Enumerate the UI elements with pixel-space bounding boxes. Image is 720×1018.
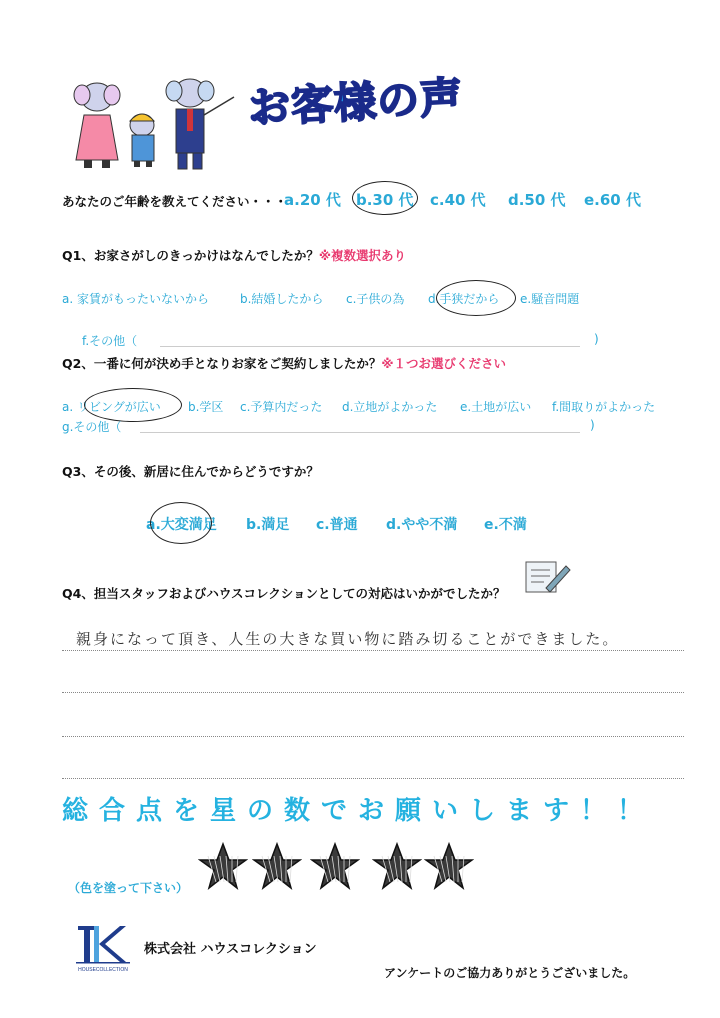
q4-answer[interactable]: 親身になって頂き、人生の大きな買い物に踏み切ることができました。 — [76, 630, 620, 648]
mascot-man — [166, 79, 234, 169]
q1-question — [62, 246, 406, 264]
age-option-c[interactable]: c.40 代 — [430, 191, 486, 209]
rating-heading: 総合点を星の数でお願いします！！ — [62, 796, 655, 826]
mascot-girl — [74, 83, 120, 168]
q3-option-e[interactable]: e.不満 — [484, 517, 527, 533]
age-option-e[interactable]: e.60 代 — [584, 191, 641, 209]
q1-question-text: Q1、お家さがしのきっかけはなんでしたか？ — [62, 248, 319, 263]
star-3[interactable] — [310, 842, 360, 892]
logo-text: HOUSECOLLECTION — [78, 967, 128, 973]
q1-option-e[interactable]: e.騒音問題 — [520, 292, 580, 306]
star-1[interactable] — [198, 842, 248, 892]
age-option-a[interactable]: a.20 代 — [284, 191, 341, 209]
star-2[interactable] — [252, 842, 302, 892]
q1-option-b[interactable]: b.結婚したから — [240, 292, 324, 306]
star-5[interactable] — [424, 842, 474, 892]
q2-option-a[interactable]: a. リビングが広い — [62, 400, 161, 414]
star-4[interactable] — [372, 842, 422, 892]
q1-note: ※複数選択あり — [318, 248, 406, 263]
q2-other-label: g.その他（ — [62, 420, 122, 434]
q2-note: ※１つお選びください — [381, 356, 506, 371]
thanks-message: アンケートのご協力ありがとうございました。 — [384, 966, 636, 980]
answer-line-4 — [62, 778, 684, 779]
q4-question: Q4、担当スタッフおよびハウスコレクションとしての対応はいかがでしたか？ — [62, 586, 506, 601]
q1-other-close: ) — [594, 332, 599, 346]
q1-option-a[interactable]: a. 家賃がもったいないから — [62, 292, 209, 306]
q3-option-b[interactable]: b.満足 — [246, 517, 290, 533]
q3-option-a[interactable]: a.大変満足 — [146, 517, 217, 533]
memo-pencil-icon — [522, 558, 572, 596]
age-option-b[interactable]: b.30 代 — [356, 191, 414, 209]
answer-line-3 — [62, 736, 684, 737]
q1-other-label: f.その他（ — [82, 334, 138, 348]
answer-line-2 — [62, 692, 684, 693]
q2-option-e[interactable]: e.土地が広い — [460, 400, 532, 414]
q2-question — [62, 354, 506, 372]
selection-circle-q2 — [84, 388, 182, 422]
q2-option-f[interactable]: f.間取りがよかった — [552, 400, 656, 414]
mascot-illustration — [62, 75, 242, 175]
q2-other-close: ) — [590, 418, 595, 432]
q1-other-field[interactable] — [160, 346, 580, 347]
q3-question: Q3、その後、新居に住んでからどうですか？ — [62, 464, 319, 479]
q3-option-d[interactable]: d.やや不満 — [386, 517, 458, 533]
company-logo — [74, 924, 136, 974]
q2-option-d[interactable]: d.立地がよかった — [342, 400, 438, 414]
rating-instruction: （色を塗って下さい） — [68, 881, 189, 895]
q2-other-field[interactable] — [140, 432, 580, 433]
company-name: 株式会社 ハウスコレクション — [144, 942, 317, 957]
age-question: あなたのご年齢を教えてください・・・ — [62, 194, 288, 209]
selection-circle-q3 — [150, 502, 212, 544]
page-title: お客様の声 — [246, 72, 465, 133]
q2-question-text: Q2、一番に何が決め手となりお家をご契約しましたか？ — [62, 356, 382, 371]
q1-option-d[interactable]: d.手狭だから — [428, 292, 500, 306]
mascot-child — [130, 114, 154, 167]
q2-option-c[interactable]: c.予算内だった — [240, 400, 323, 414]
selection-circle-age — [352, 181, 418, 215]
q2-option-b[interactable]: b.学区 — [188, 400, 224, 414]
selection-circle-q1 — [436, 280, 516, 316]
answer-line-1 — [62, 650, 684, 651]
q3-option-c[interactable]: c.普通 — [316, 517, 358, 533]
q1-option-c[interactable]: c.子供の為 — [346, 292, 405, 306]
age-option-d[interactable]: d.50 代 — [508, 191, 566, 209]
